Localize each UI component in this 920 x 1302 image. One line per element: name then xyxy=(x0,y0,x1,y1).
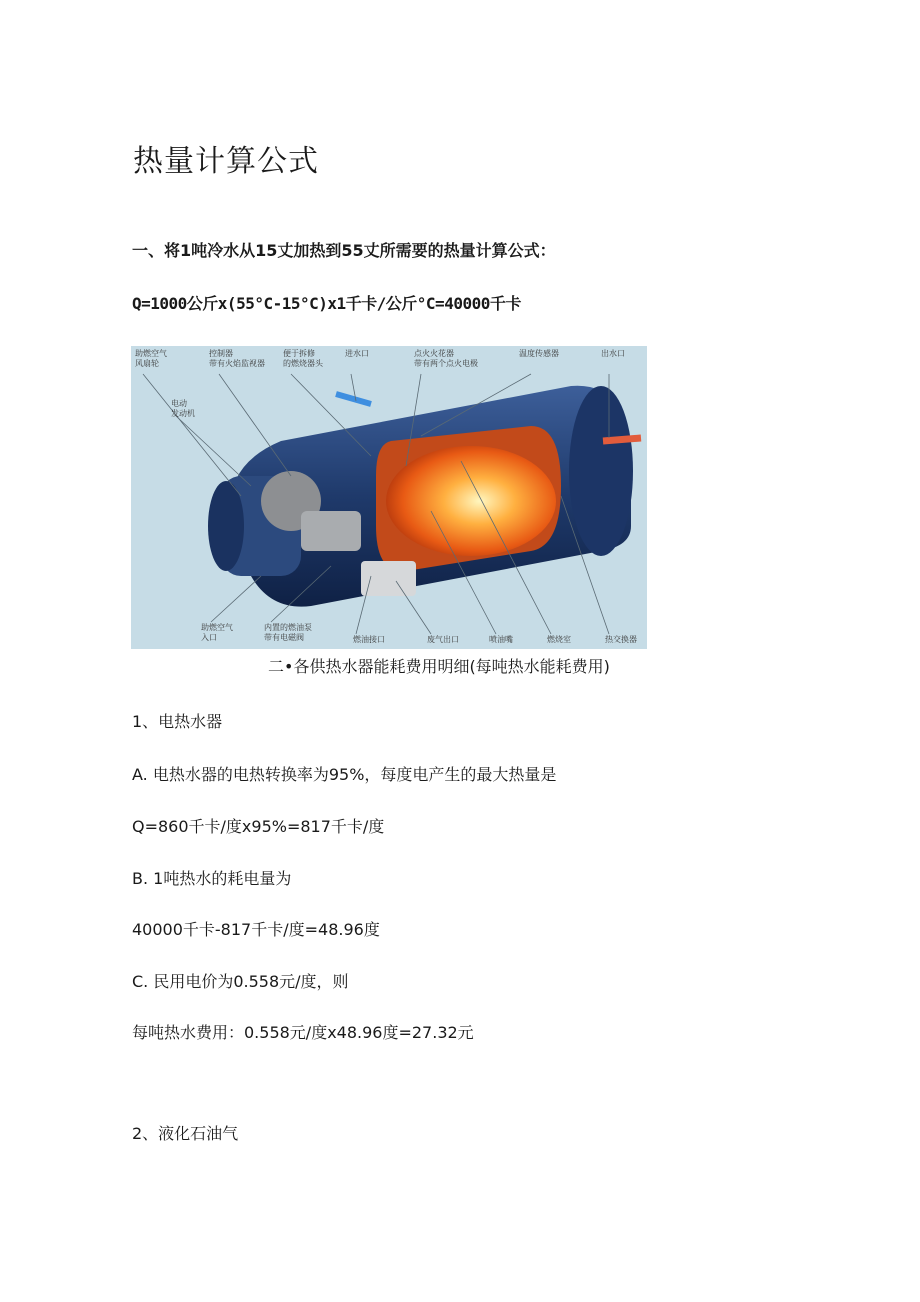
svg-text:带有两个点火电极: 带有两个点火电极 xyxy=(414,359,478,368)
item1-heading: 1、电热水器 xyxy=(132,712,223,731)
svg-text:入口: 入口 xyxy=(201,633,217,642)
item1-b-formula: 40000千卡-817千卡/度=48.96度 xyxy=(132,920,380,939)
item1-b-text: B. 1吨热水的耗电量为 xyxy=(132,869,292,888)
svg-text:温度传感器: 温度传感器 xyxy=(519,349,559,358)
svg-text:助燃空气: 助燃空气 xyxy=(201,623,233,632)
item1-a-text: A. 电热水器的电热转换率为95%，每度电产生的最大热量是 xyxy=(132,765,557,784)
svg-text:带有火焰监视器: 带有火焰监视器 xyxy=(209,359,265,368)
item2-heading: 2、液化石油气 xyxy=(132,1124,239,1143)
page-title: 热量计算公式 xyxy=(133,144,319,179)
svg-text:出水口: 出水口 xyxy=(601,349,625,358)
heater-cutaway-figure xyxy=(131,346,647,649)
svg-text:电动: 电动 xyxy=(171,399,187,408)
svg-text:控制器: 控制器 xyxy=(209,349,233,358)
heater-illustration xyxy=(131,346,647,649)
svg-text:助燃空气: 助燃空气 xyxy=(135,349,167,358)
item1-c-formula: 每吨热水费用：0.558元/度x48.96度=27.32元 xyxy=(132,1023,474,1042)
svg-text:的燃烧器头: 的燃烧器头 xyxy=(283,359,323,368)
svg-text:废气出口: 废气出口 xyxy=(427,635,459,644)
section1-heading: 一、将1吨冷水从15丈加热到55丈所需要的热量计算公式： xyxy=(132,241,556,260)
svg-text:喷油嘴: 喷油嘴 xyxy=(489,635,513,644)
figure-caption: 二•各供热水器能耗费用明细(每吨热水能耗费用) xyxy=(268,657,610,676)
svg-text:进水口: 进水口 xyxy=(345,349,369,358)
svg-text:风扇轮: 风扇轮 xyxy=(135,359,159,368)
svg-text:内置的燃油泵: 内置的燃油泵 xyxy=(264,623,312,632)
svg-text:点火火花器: 点火火花器 xyxy=(414,349,454,358)
svg-text:带有电磁阀: 带有电磁阀 xyxy=(264,633,304,642)
svg-text:便于拆修: 便于拆修 xyxy=(283,349,315,358)
svg-text:发动机: 发动机 xyxy=(171,409,195,418)
svg-text:燃烧室: 燃烧室 xyxy=(547,635,571,644)
section1-formula: Q=1000公斤x(55°C-15°C)x1千卡/公斤°C=40000千卡 xyxy=(132,294,521,313)
svg-text:热交换器: 热交换器 xyxy=(605,635,637,644)
svg-text:燃油接口: 燃油接口 xyxy=(353,635,385,644)
item1-c-text: C. 民用电价为0.558元/度，则 xyxy=(132,972,349,991)
item1-a-formula: Q=860千卡/度x95%=817千卡/度 xyxy=(132,817,385,836)
